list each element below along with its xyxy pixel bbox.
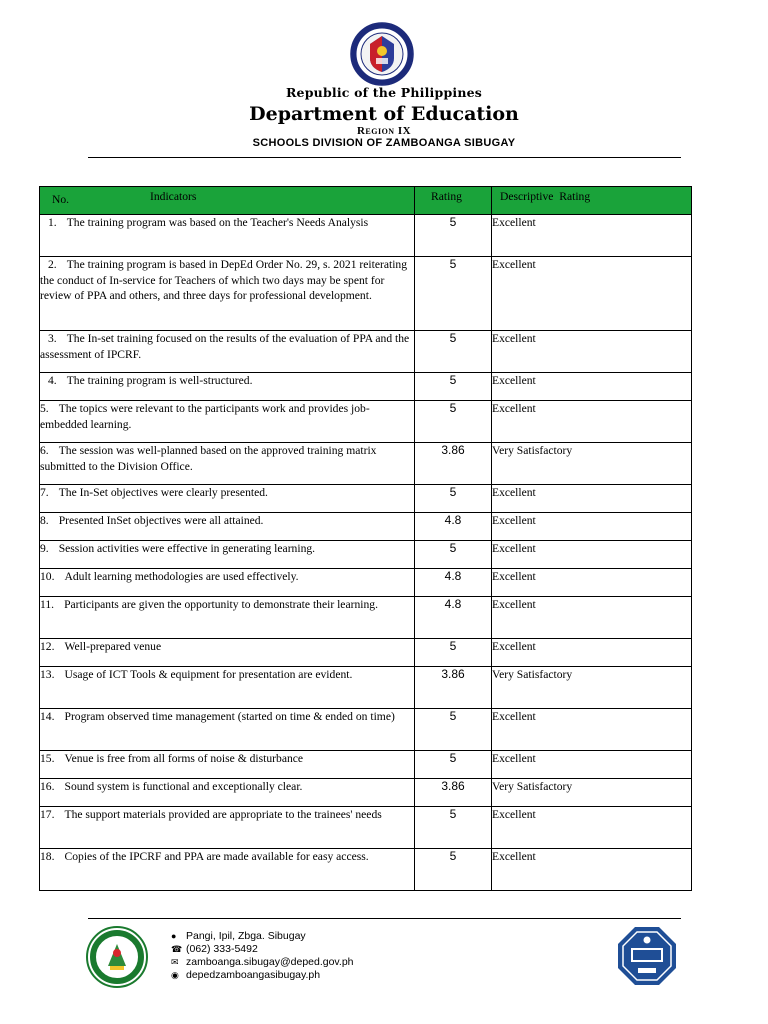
rating-cell: 3.86 (415, 779, 492, 807)
descriptive-rating-cell: Excellent (492, 569, 692, 597)
contact-address: ● Pangi, Ipil, Zbga. Sibugay (171, 930, 306, 942)
indicator-cell (40, 513, 415, 541)
table-row (40, 541, 692, 569)
indicator-text: Venue is free from all forms of noise & disturbance (64, 752, 304, 765)
table-row (40, 667, 692, 709)
rating-cell: 4.8 (415, 597, 492, 639)
indicator-text: The session was well-planned based on the approved training matrix submitted to the Division Office. (40, 444, 377, 473)
indicator-cell (40, 639, 415, 667)
indicator-number: 13. (40, 668, 55, 681)
rating-cell: 5 (415, 257, 492, 331)
indicator-number: 3. (48, 332, 57, 345)
indicator-text: Copies of the IPCRF and PPA are made available for easy access. (64, 850, 369, 863)
indicator-cell (40, 569, 415, 597)
indicator-number: 17. (40, 808, 55, 821)
descriptive-rating-cell: Very Satisfactory (492, 443, 692, 485)
header-descriptive: Descriptive Rating (492, 187, 692, 215)
table-row (40, 215, 692, 257)
indicator-number: 5. (40, 402, 49, 415)
header-indicators: Indicators (150, 190, 197, 203)
contact-facebook: ◉ depedzamboangasibugay.ph (171, 969, 321, 981)
indicator-cell (40, 709, 415, 751)
phone-icon: ☎ (171, 944, 183, 954)
header-divider (88, 157, 681, 158)
header-rating: Rating (415, 187, 492, 215)
indicator-text: Usage of ICT Tools & equipment for presentation are evident. (64, 668, 353, 681)
footer-divider (88, 918, 681, 919)
division-heading: SCHOOLS DIVISION OF ZAMBOANGA SIBUGAY (252, 137, 516, 149)
table-row (40, 257, 692, 331)
facebook-icon: ◉ (171, 970, 179, 980)
indicator-text: The In-Set objectives were clearly presented. (58, 486, 268, 499)
indicator-cell (40, 401, 415, 443)
indicator-text: Sound system is functional and exceptionally clear. (64, 780, 303, 793)
indicator-number: 14. (40, 710, 55, 723)
indicator-cell (40, 541, 415, 569)
table-row (40, 849, 692, 891)
descriptive-rating-cell: Excellent (492, 257, 692, 331)
indicator-text: Well-prepared venue (64, 640, 162, 653)
region-heading: Region IX (356, 125, 412, 137)
indicator-number: 9. (40, 542, 49, 555)
indicator-number: 15. (40, 752, 55, 765)
indicator-number: 6. (40, 444, 49, 457)
descriptive-rating-cell: Excellent (492, 513, 692, 541)
indicator-text: Adult learning methodologies are used effectively. (64, 570, 299, 583)
contact-info (171, 930, 354, 982)
indicator-text: The training program is based in DepEd Order No. 29, s. 2021 reiterating the conduct of In-service for Teachers of which two days may be spent for review of PPA and others, and three days for professional development. (40, 258, 408, 302)
indicator-cell (40, 373, 415, 401)
indicator-number: 8. (40, 514, 49, 527)
indicator-number: 4. (48, 374, 57, 387)
indicator-text: Session activities were effective in generating learning. (58, 542, 316, 555)
indicator-cell (40, 215, 415, 257)
rating-cell: 4.8 (415, 569, 492, 597)
indicator-text: The topics were relevant to the participants work and provides job-embedded learning. (40, 402, 370, 431)
descriptive-rating-cell: Excellent (492, 215, 692, 257)
deped-seal-logo (350, 22, 414, 86)
descriptive-rating-cell: Excellent (492, 331, 692, 373)
indicator-cell (40, 485, 415, 513)
descriptive-rating-cell: Excellent (492, 485, 692, 513)
rating-cell: 5 (415, 639, 492, 667)
rating-cell: 3.86 (415, 443, 492, 485)
indicator-text: The support materials provided are appropriate to the trainees' needs (64, 808, 382, 821)
indicator-cell (40, 597, 415, 639)
indicator-cell (40, 667, 415, 709)
indicator-number: 10. (40, 570, 55, 583)
descriptive-rating-cell: Excellent (492, 401, 692, 443)
table-row (40, 443, 692, 485)
descriptive-rating-cell: Excellent (492, 849, 692, 891)
descriptive-rating-cell: Very Satisfactory (492, 779, 692, 807)
table-row (40, 709, 692, 751)
table-row (40, 597, 692, 639)
table-row (40, 373, 692, 401)
table-row (40, 807, 692, 849)
indicator-number: 12. (40, 640, 55, 653)
indicator-text: The In-set training focused on the results of the evaluation of PPA and the assessment of IPCRF. (40, 332, 410, 361)
evaluation-table (39, 186, 692, 891)
indicator-number: 16. (40, 780, 55, 793)
table-row (40, 751, 692, 779)
header-no: No. (52, 193, 70, 206)
indicator-cell (40, 257, 415, 331)
contact-email: ✉ zamboanga.sibugay@deped.gov.ph (171, 956, 354, 968)
indicator-cell (40, 779, 415, 807)
location-icon: ● (171, 931, 177, 941)
tuv-certification-logo (616, 925, 678, 987)
rating-cell: 5 (415, 215, 492, 257)
rating-cell: 5 (415, 849, 492, 891)
indicator-number: 2. (48, 258, 57, 271)
table-header-row (40, 187, 692, 215)
rating-cell: 5 (415, 331, 492, 373)
table-row (40, 569, 692, 597)
descriptive-rating-cell: Excellent (492, 541, 692, 569)
descriptive-rating-cell: Very Satisfactory (492, 667, 692, 709)
rating-cell: 5 (415, 807, 492, 849)
email-icon: ✉ (171, 957, 179, 967)
table-row (40, 485, 692, 513)
table-row (40, 401, 692, 443)
rating-cell: 5 (415, 373, 492, 401)
republic-heading: Republic of the Philippines (285, 85, 483, 100)
table-row (40, 331, 692, 373)
table-row (40, 639, 692, 667)
indicator-text: Presented InSet objectives were all attained. (58, 514, 264, 527)
descriptive-rating-cell: Excellent (492, 597, 692, 639)
contact-phone: ☎ (062) 333-5492 (171, 943, 258, 955)
rating-cell: 3.86 (415, 667, 492, 709)
descriptive-rating-cell: Excellent (492, 639, 692, 667)
rating-cell: 5 (415, 751, 492, 779)
rating-cell: 5 (415, 709, 492, 751)
rating-cell: 5 (415, 541, 492, 569)
indicator-cell (40, 849, 415, 891)
rating-cell: 5 (415, 401, 492, 443)
indicator-cell (40, 751, 415, 779)
descriptive-rating-cell: Excellent (492, 751, 692, 779)
table-row (40, 513, 692, 541)
descriptive-rating-cell: Excellent (492, 807, 692, 849)
rating-cell: 5 (415, 485, 492, 513)
indicator-cell (40, 331, 415, 373)
indicator-text: Participants are given the opportunity to demonstrate their learning. (64, 598, 378, 611)
indicator-cell (40, 443, 415, 485)
table-row (40, 779, 692, 807)
indicator-text: The training program is well-structured. (66, 374, 253, 387)
descriptive-rating-cell: Excellent (492, 373, 692, 401)
header-no-indicators (40, 187, 415, 215)
rating-cell: 4.8 (415, 513, 492, 541)
indicator-text: Program observed time management (started on time & ended on time) (64, 710, 395, 723)
descriptive-rating-cell: Excellent (492, 709, 692, 751)
indicator-number: 7. (40, 486, 49, 499)
indicator-text: The training program was based on the Teacher's Needs Analysis (66, 216, 369, 229)
indicator-cell (40, 807, 415, 849)
indicator-number: 1. (48, 216, 57, 229)
indicator-number: 18. (40, 850, 55, 863)
department-heading: Department of Education (249, 103, 519, 125)
division-logo (86, 926, 148, 988)
indicator-number: 11. (40, 598, 55, 611)
